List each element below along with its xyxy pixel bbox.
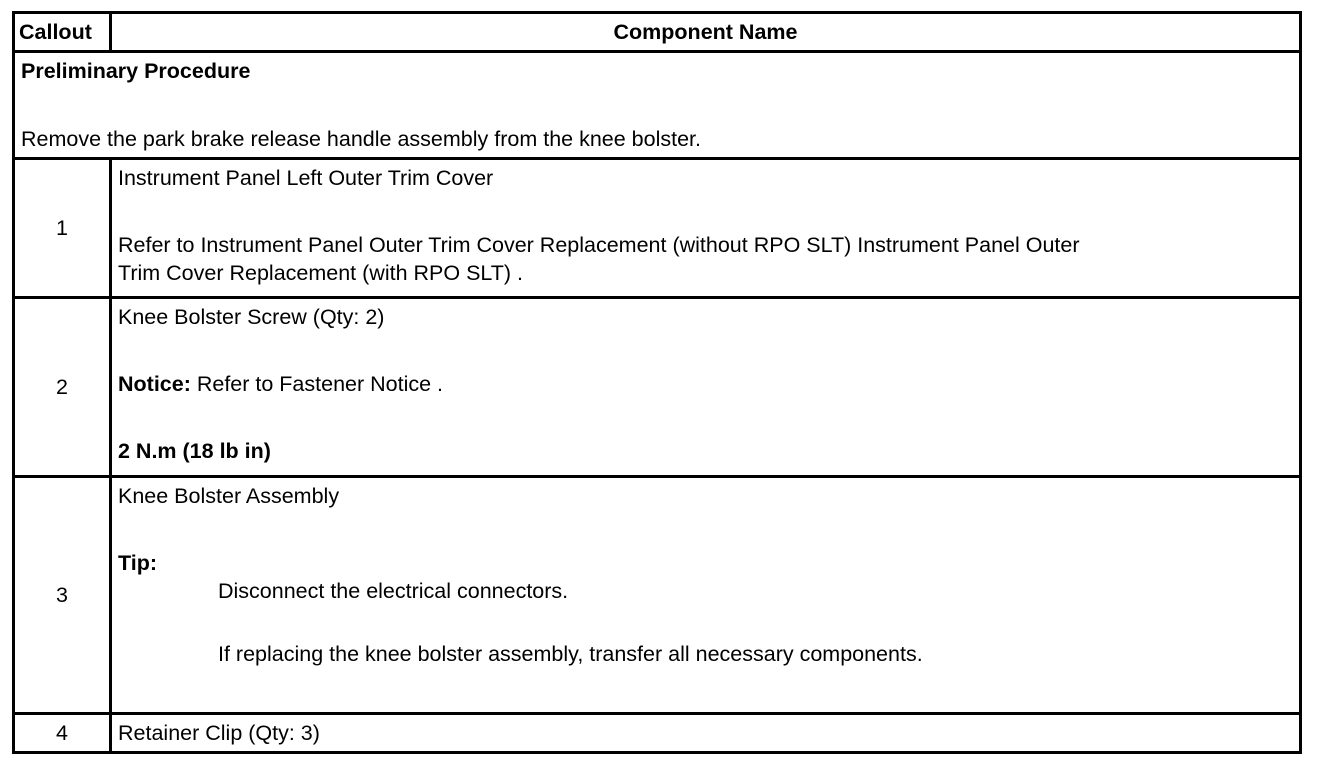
table-row <box>14 477 1301 714</box>
component-name: Retainer Clip (Qty: 3) <box>111 714 1301 753</box>
refer-text-line-2: Trim Cover Replacement (with RPO SLT) . <box>118 261 524 285</box>
table-row <box>14 159 1301 298</box>
table-row <box>14 298 1301 477</box>
callout-number: 4 <box>14 714 111 753</box>
notice-line <box>118 370 1299 398</box>
callout-number: 3 <box>14 477 111 714</box>
tip-label: Tip: <box>118 551 158 575</box>
component-cell <box>111 298 1301 477</box>
table-header-row <box>14 13 1301 52</box>
tip-item: Disconnect the electrical connectors. <box>218 579 569 603</box>
callout-number: 1 <box>14 159 111 298</box>
callout-number: 2 <box>14 298 111 477</box>
table-row <box>14 714 1301 753</box>
notice-text: Refer to Fastener Notice . <box>190 372 444 396</box>
component-cell <box>111 477 1301 714</box>
preliminary-row <box>14 52 1301 159</box>
preliminary-title: Preliminary Procedure <box>21 59 251 83</box>
preliminary-cell <box>14 52 1301 159</box>
procedure-table <box>12 11 1302 754</box>
component-cell <box>111 159 1301 298</box>
torque-spec: 2 N.m (18 lb in) <box>118 439 271 463</box>
refer-text-line-1: Refer to Instrument Panel Outer Trim Cover Replacement (without RPO SLT) Instrument Panel Outer <box>118 233 1080 257</box>
notice-label: Notice: <box>118 372 191 396</box>
component-name: Knee Bolster Assembly <box>118 484 340 508</box>
tip-item: If replacing the knee bolster assembly, transfer all necessary components. <box>218 642 923 666</box>
preliminary-text: Remove the park brake release handle assembly from the knee bolster. <box>21 127 702 151</box>
component-name: Instrument Panel Left Outer Trim Cover <box>118 166 494 190</box>
component-name: Knee Bolster Screw (Qty: 2) <box>118 305 385 329</box>
component-name-column-header: Component Name <box>111 13 1301 52</box>
callout-column-header: Callout <box>14 13 111 52</box>
